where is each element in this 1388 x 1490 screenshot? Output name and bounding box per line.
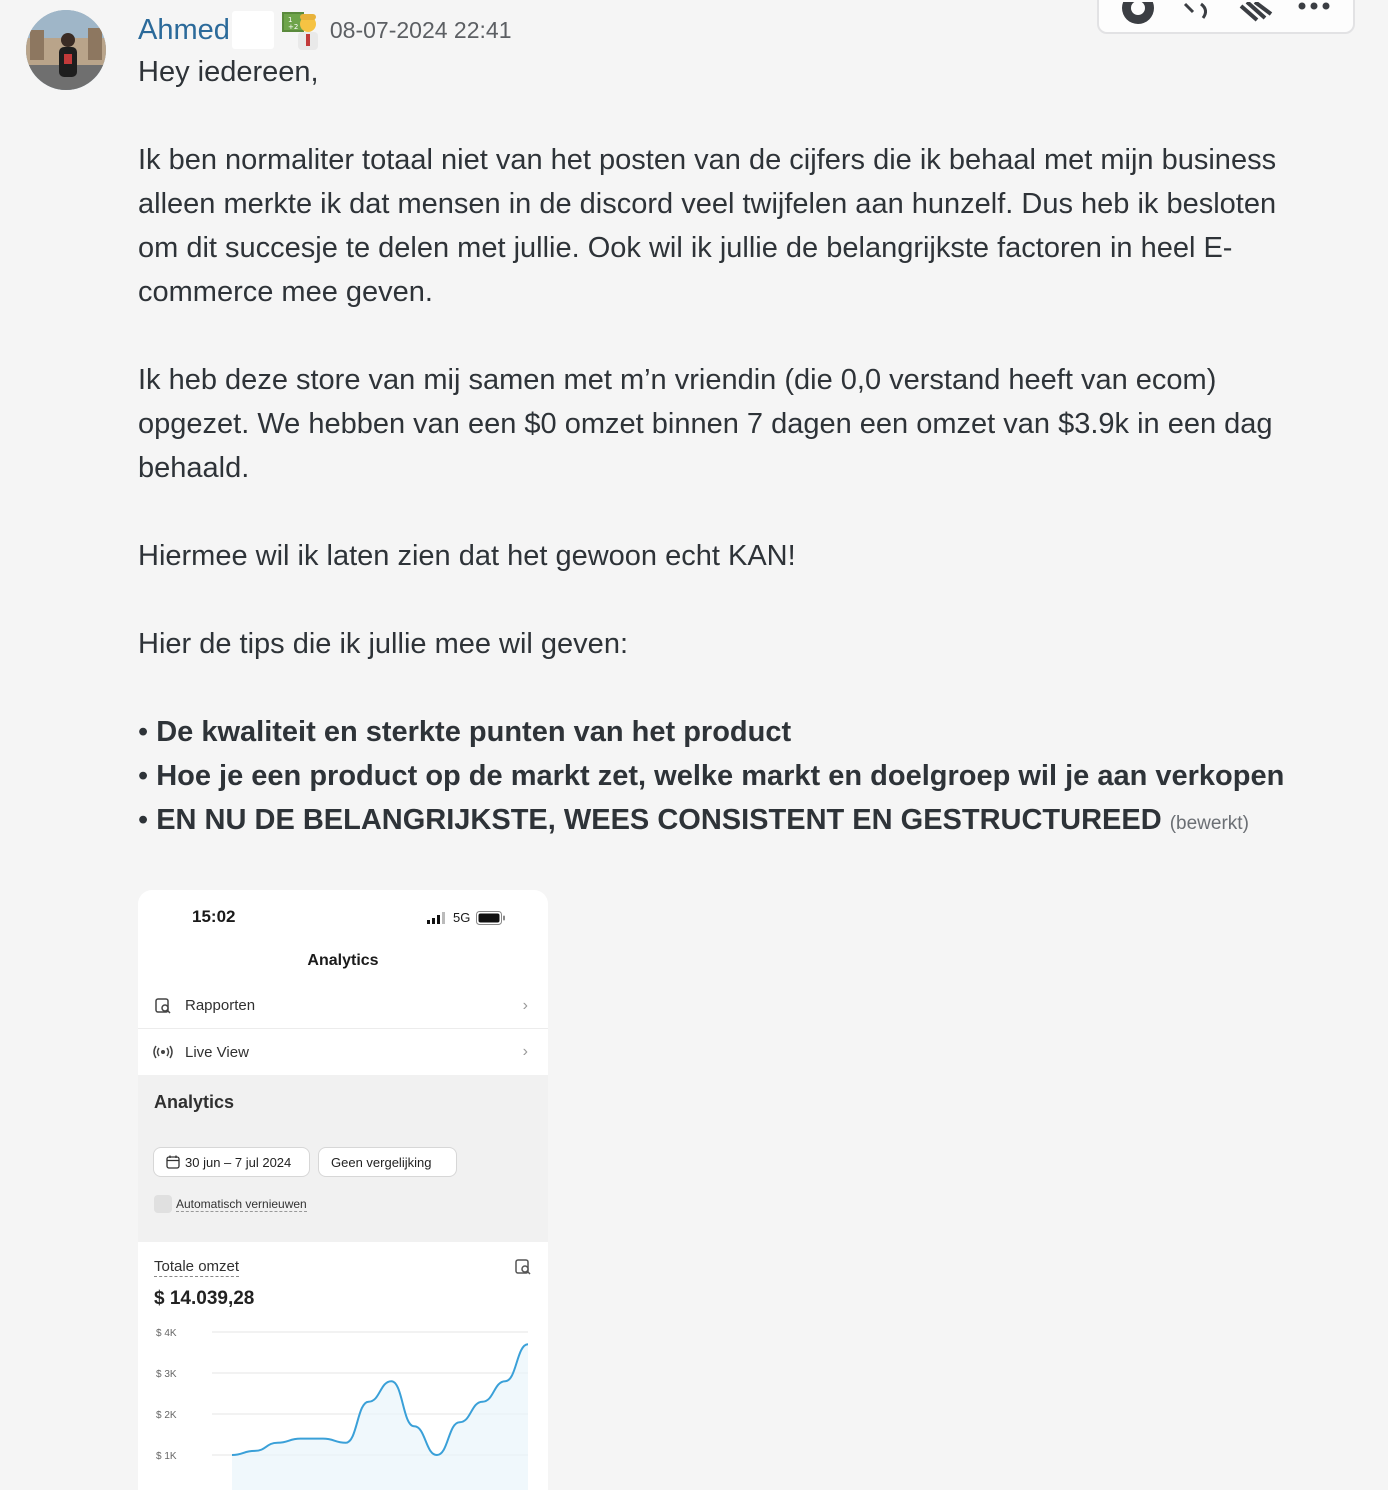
bullet: • xyxy=(138,760,149,792)
broadcast-icon xyxy=(153,1042,173,1062)
auto-refresh-label: Automatisch vernieuwen xyxy=(176,1197,307,1211)
date-range-label: 30 jun – 7 jul 2024 xyxy=(185,1154,292,1170)
message-toolbar xyxy=(1097,0,1355,34)
tip-text: EN NU DE BELANGRIJKSTE, WEES CONSISTENT EN GESTRUCTUREED xyxy=(156,804,1162,836)
tip-text: Hoe je een product op de markt zet, welke markt en doelgroep wil je aan verkopen xyxy=(156,760,1285,792)
tip-item xyxy=(138,798,1318,846)
message-paragraph-4: Hier de tips die ik jullie mee wil geven: xyxy=(138,628,628,660)
redacted-name xyxy=(232,11,274,49)
signal-icon xyxy=(427,912,447,924)
tip-item xyxy=(138,710,1318,754)
calendar-icon xyxy=(166,1155,180,1169)
revenue-chart xyxy=(138,1320,548,1490)
network-label: 5G xyxy=(453,910,471,925)
more-options-button[interactable] xyxy=(1296,0,1332,26)
analytics-section xyxy=(138,1075,548,1242)
report-search-icon[interactable] xyxy=(514,1258,532,1276)
add-reaction-button[interactable] xyxy=(1120,0,1156,26)
message-body xyxy=(138,50,1318,846)
y-tick-label: $ 3K xyxy=(156,1369,177,1380)
total-revenue-value: $ 14.039,28 xyxy=(154,1288,255,1309)
message-greeting: Hey iedereen, xyxy=(138,56,319,88)
tip-item xyxy=(138,754,1318,798)
live-view-label: Live View xyxy=(185,1043,249,1061)
chevron-right-icon: › xyxy=(522,996,528,1014)
auto-refresh-checkbox[interactable] xyxy=(154,1195,172,1213)
more-icon xyxy=(1296,2,1332,26)
emoji-icon xyxy=(1120,2,1156,26)
chevron-right-icon: › xyxy=(522,1043,528,1060)
avatar[interactable] xyxy=(26,10,106,90)
teacher-emoji-icon xyxy=(282,10,322,50)
message-paragraph-2: Ik heb deze store van mij samen met m’n vriendin (die 0,0 verstand heeft van ecom) opgezet. We hebben van een $0 omzet binnen 7 dagen een omzet van $3.9k in een dag behaald. xyxy=(138,364,1273,484)
phone-time: 15:02 xyxy=(192,907,236,926)
message-paragraph-1: Ik ben normaliter totaal niet van het posten van de cijfers die ik behaal met mijn business alleen merkte ik dat mensen in de discord veel twijfelen aan hunzelf. Dus heb ik besloten om dit succesje te delen met jullie. Ook wil ik jullie de belangrijkste factoren in heel E-commerce mee geven. xyxy=(138,144,1277,308)
svg-text:1: 1 xyxy=(287,16,293,24)
message-paragraph-3: Hiermee wil ik laten zien dat het gewoon echt KAN! xyxy=(138,540,796,572)
rapporten-label: Rapporten xyxy=(185,997,256,1014)
image-attachment[interactable] xyxy=(138,890,548,1490)
svg-text:+2: +2 xyxy=(287,23,299,31)
live-view-row[interactable] xyxy=(138,1029,548,1075)
message-header xyxy=(138,8,512,52)
y-tick-label: $ 4K xyxy=(156,1328,177,1339)
avatar-photo xyxy=(26,10,106,90)
reply-icon xyxy=(1179,2,1215,26)
comparison-button[interactable] xyxy=(318,1147,457,1177)
total-revenue-title[interactable]: Totale omzet xyxy=(154,1258,240,1275)
bullet: • xyxy=(138,804,149,836)
y-tick-label: $ 2K xyxy=(156,1410,177,1421)
phone-status-icons xyxy=(427,910,506,925)
thread-button[interactable] xyxy=(1237,0,1273,26)
analytics-section-title: Analytics xyxy=(154,1092,235,1112)
edited-label: (bewerkt) xyxy=(1169,813,1249,834)
comparison-label: Geen vergelijking xyxy=(331,1154,432,1170)
tip-text: De kwaliteit en sterkte punten van het product xyxy=(156,716,792,748)
username[interactable]: Ahmed xyxy=(138,13,230,46)
rapporten-row[interactable] xyxy=(138,983,548,1029)
phone-nav-title: Analytics xyxy=(307,952,379,969)
message-timestamp: 08-07-2024 22:41 xyxy=(329,16,512,43)
date-range-button[interactable] xyxy=(153,1147,310,1177)
y-tick-label: $ 1K xyxy=(156,1451,177,1462)
bullet: • xyxy=(138,716,149,748)
revenue-area xyxy=(232,1344,528,1490)
reply-button[interactable] xyxy=(1179,0,1215,26)
thread-icon xyxy=(1237,2,1273,26)
battery-icon xyxy=(476,911,506,925)
report-search-icon xyxy=(153,996,173,1016)
phone-status-bar xyxy=(138,890,548,944)
